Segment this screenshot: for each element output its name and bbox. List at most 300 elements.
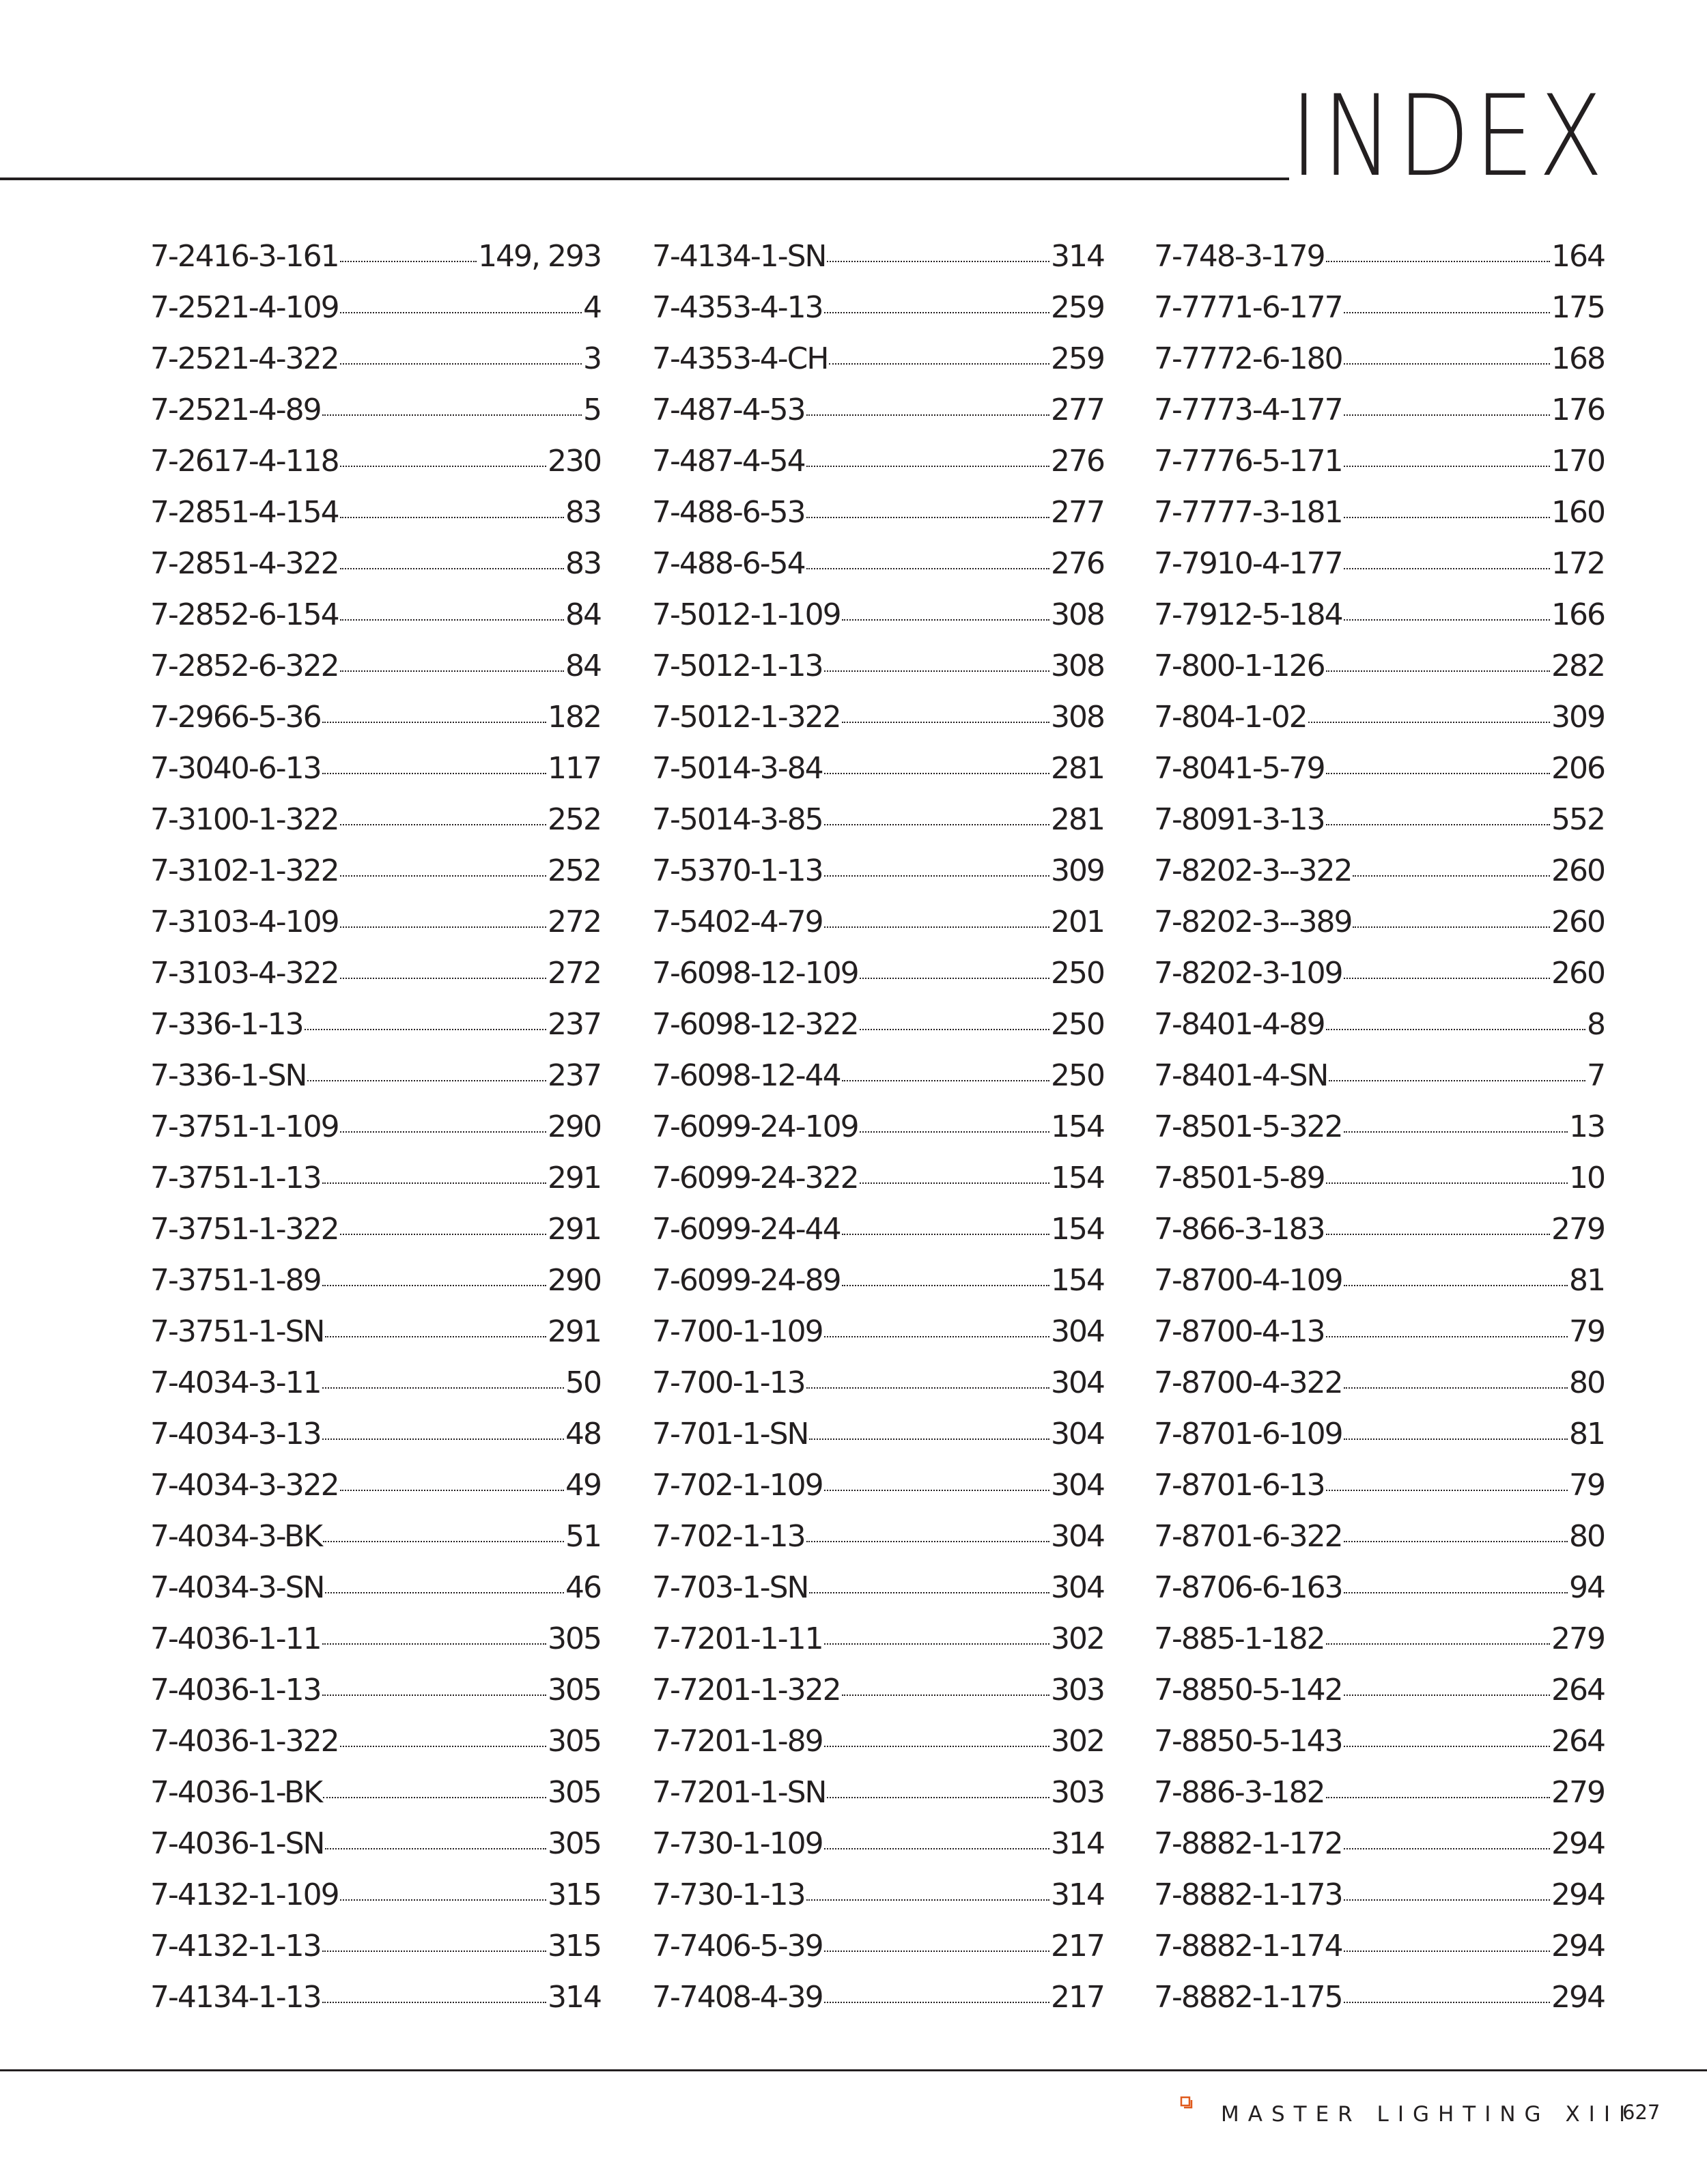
index-entry <box>150 595 601 646</box>
product-code: 7-487-4-53 <box>652 393 805 427</box>
page-reference: 46 <box>565 1570 601 1605</box>
dot-leader <box>842 722 1049 723</box>
index-entry <box>652 390 1104 441</box>
index-entry <box>1154 1107 1605 1158</box>
page-reference: 552 <box>1551 802 1605 837</box>
index-entry <box>652 441 1104 492</box>
dot-leader <box>842 1285 1049 1286</box>
product-code: 7-8882-1-172 <box>1154 1826 1342 1861</box>
index-entry <box>1154 1209 1605 1260</box>
product-code: 7-804-1-02 <box>1154 700 1307 735</box>
index-entry <box>1154 1158 1605 1209</box>
dot-leader <box>824 1336 1049 1337</box>
index-entry <box>150 1772 601 1824</box>
product-code: 7-8700-4-109 <box>1154 1263 1342 1298</box>
index-entry <box>150 1977 601 2028</box>
page-reference: 260 <box>1551 905 1605 939</box>
dot-leader <box>1344 517 1550 518</box>
page-reference: 305 <box>548 1826 601 1861</box>
product-code: 7-4034-3-322 <box>150 1468 339 1503</box>
product-code: 7-8041-5-79 <box>1154 751 1325 786</box>
index-entry <box>1154 1977 1605 2028</box>
page-reference: 252 <box>548 853 601 888</box>
page-reference: 5 <box>583 393 601 427</box>
dot-leader <box>325 1592 564 1593</box>
page-reference: 84 <box>565 649 601 683</box>
page-reference: 305 <box>548 1673 601 1707</box>
page-reference: 314 <box>548 1980 601 2015</box>
product-code: 7-7772-6-180 <box>1154 341 1342 376</box>
index-entry <box>1154 1311 1605 1363</box>
product-code: 7-885-1-182 <box>1154 1621 1325 1656</box>
dot-leader <box>1344 1592 1568 1593</box>
product-code: 7-886-3-182 <box>1154 1775 1325 1810</box>
dot-leader <box>824 312 1049 313</box>
dot-leader <box>824 1643 1049 1645</box>
index-entry <box>1154 1260 1605 1311</box>
dot-leader <box>325 1848 546 1849</box>
page-reference: 260 <box>1551 853 1605 888</box>
dot-leader <box>1344 1746 1550 1747</box>
page-reference: 160 <box>1551 495 1605 530</box>
dot-leader <box>1344 1131 1568 1133</box>
square-bullet-shadow <box>1184 2100 1191 2108</box>
page-reference: 315 <box>548 1929 601 1963</box>
dot-leader <box>809 1438 1049 1440</box>
dot-leader <box>806 414 1049 416</box>
index-entry <box>150 1516 601 1568</box>
index-entry <box>1154 953 1605 1004</box>
page-reference: 304 <box>1051 1570 1104 1605</box>
index-entry <box>150 1926 601 1977</box>
dot-leader <box>322 2002 546 2003</box>
page-reference: 94 <box>1569 1570 1605 1605</box>
page-reference: 305 <box>548 1775 601 1810</box>
page-reference: 154 <box>1051 1109 1104 1144</box>
index-entry <box>150 287 601 339</box>
dot-leader <box>1326 1797 1550 1798</box>
product-code: 7-4036-1-11 <box>150 1621 321 1656</box>
index-entry <box>1154 441 1605 492</box>
dot-leader <box>322 1694 546 1696</box>
dot-leader <box>842 1080 1049 1081</box>
page-reference: 217 <box>1051 1929 1104 1963</box>
page-reference: 80 <box>1569 1365 1605 1400</box>
page-reference: 48 <box>565 1417 601 1451</box>
index-entry <box>150 390 601 441</box>
product-code: 7-2416-3-161 <box>150 239 339 274</box>
page-reference: 250 <box>1051 1058 1104 1093</box>
page-reference: 4 <box>583 290 601 325</box>
dot-leader <box>340 1899 546 1901</box>
index-column-1 <box>150 236 601 2028</box>
product-code: 7-4036-1-SN <box>150 1826 324 1861</box>
index-entry <box>652 1516 1104 1568</box>
product-code: 7-487-4-54 <box>652 444 805 479</box>
product-code: 7-6099-24-109 <box>652 1109 858 1144</box>
page-reference: 276 <box>1051 546 1104 581</box>
index-entry <box>652 851 1104 902</box>
product-code: 7-5012-1-13 <box>652 649 823 683</box>
product-code: 7-2851-4-154 <box>150 495 339 530</box>
page-reference: 8 <box>1587 1007 1605 1042</box>
page-reference: 259 <box>1051 341 1104 376</box>
product-code: 7-5370-1-13 <box>652 853 823 888</box>
product-code: 7-336-1-13 <box>150 1007 303 1042</box>
dot-leader <box>1344 1285 1568 1286</box>
index-entry <box>1154 1004 1605 1055</box>
index-entry <box>150 1568 601 1619</box>
square-bullet-outline <box>1181 2097 1189 2105</box>
footer-rule <box>0 2069 1707 2071</box>
dot-leader <box>860 1131 1049 1133</box>
index-entry <box>652 1004 1104 1055</box>
dot-leader <box>842 1694 1049 1696</box>
product-code: 7-3751-1-13 <box>150 1161 321 1195</box>
page-reference: 304 <box>1051 1365 1104 1400</box>
index-entry <box>652 1721 1104 1772</box>
page-reference: 176 <box>1551 393 1605 427</box>
product-code: 7-3103-4-322 <box>150 956 339 991</box>
index-entry <box>652 1772 1104 1824</box>
dot-leader <box>1344 312 1550 313</box>
page-reference: 281 <box>1051 751 1104 786</box>
page-title: INDEX <box>1290 71 1607 201</box>
index-entry <box>150 1363 601 1414</box>
page-reference: 230 <box>548 444 601 479</box>
page-reference: 315 <box>548 1877 601 1912</box>
dot-leader <box>1344 978 1550 979</box>
product-code: 7-3751-1-109 <box>150 1109 339 1144</box>
index-entry <box>150 1004 601 1055</box>
dot-leader <box>809 1592 1049 1593</box>
product-code: 7-702-1-109 <box>652 1468 823 1503</box>
index-entry <box>150 646 601 697</box>
index-entry <box>150 1465 601 1516</box>
dot-leader <box>1344 2002 1550 2003</box>
product-code: 7-4034-3-11 <box>150 1365 321 1400</box>
product-code: 7-6099-24-322 <box>652 1161 858 1195</box>
product-code: 7-5012-1-322 <box>652 700 841 735</box>
page-reference: 291 <box>548 1161 601 1195</box>
page-reference: 252 <box>548 802 601 837</box>
product-code: 7-7910-4-177 <box>1154 546 1342 581</box>
product-code: 7-8882-1-173 <box>1154 1877 1342 1912</box>
dot-leader <box>1344 1541 1568 1542</box>
dot-leader <box>340 824 546 825</box>
page-reference: 303 <box>1051 1775 1104 1810</box>
page-reference: 277 <box>1051 495 1104 530</box>
dot-leader <box>1353 926 1550 928</box>
index-entry <box>652 1414 1104 1465</box>
product-code: 7-7776-5-171 <box>1154 444 1342 479</box>
index-entry <box>652 1363 1104 1414</box>
product-code: 7-8501-5-322 <box>1154 1109 1342 1144</box>
page-reference: 304 <box>1051 1314 1104 1349</box>
page-reference: 294 <box>1551 1826 1605 1861</box>
index-entry <box>1154 492 1605 543</box>
page-reference: 79 <box>1569 1468 1605 1503</box>
index-entry <box>150 1875 601 1926</box>
page-reference: 309 <box>1551 700 1605 735</box>
product-code: 7-2617-4-118 <box>150 444 339 479</box>
product-code: 7-8401-4-89 <box>1154 1007 1325 1042</box>
product-code: 7-8091-3-13 <box>1154 802 1325 837</box>
dot-leader <box>307 1080 546 1081</box>
dot-leader <box>1326 824 1550 825</box>
product-code: 7-5012-1-109 <box>652 597 841 632</box>
page-reference: 305 <box>548 1724 601 1759</box>
dot-leader <box>1344 466 1550 467</box>
page-reference: 279 <box>1551 1212 1605 1247</box>
dot-leader <box>1329 1080 1585 1081</box>
product-code: 7-8701-6-322 <box>1154 1519 1342 1554</box>
product-code: 7-7777-3-181 <box>1154 495 1342 530</box>
product-code: 7-2851-4-322 <box>150 546 339 581</box>
product-code: 7-3103-4-109 <box>150 905 339 939</box>
index-entry <box>1154 1619 1605 1670</box>
product-code: 7-488-6-53 <box>652 495 805 530</box>
product-code: 7-8700-4-13 <box>1154 1314 1325 1349</box>
page-reference: 303 <box>1051 1673 1104 1707</box>
index-entry <box>652 953 1104 1004</box>
index-entry <box>1154 1772 1605 1824</box>
product-code: 7-3102-1-322 <box>150 853 339 888</box>
dot-leader <box>340 363 582 365</box>
dot-leader <box>1326 1336 1568 1337</box>
page-reference: 308 <box>1051 597 1104 632</box>
dot-leader <box>1344 1848 1550 1849</box>
dot-leader <box>860 1182 1049 1184</box>
index-entry <box>652 236 1104 287</box>
dot-leader <box>824 824 1049 825</box>
dot-leader <box>340 568 564 569</box>
index-entry <box>150 1209 601 1260</box>
index-entry <box>150 1311 601 1363</box>
product-code: 7-8202-3-109 <box>1154 956 1342 991</box>
index-entry <box>1154 236 1605 287</box>
product-code: 7-703-1-SN <box>652 1570 808 1605</box>
product-code: 7-7201-1-89 <box>652 1724 823 1759</box>
product-code: 7-4036-1-BK <box>150 1775 322 1810</box>
product-code: 7-4034-3-13 <box>150 1417 321 1451</box>
product-code: 7-8501-5-89 <box>1154 1161 1325 1195</box>
page-reference: 83 <box>565 495 601 530</box>
index-entry <box>652 1568 1104 1619</box>
dot-leader <box>323 1797 546 1798</box>
index-entry <box>150 1107 601 1158</box>
product-code: 7-700-1-109 <box>652 1314 823 1349</box>
index-entry <box>652 799 1104 851</box>
dot-leader <box>340 619 564 621</box>
index-entry <box>652 1311 1104 1363</box>
product-code: 7-8202-3--322 <box>1154 853 1352 888</box>
index-entry <box>652 287 1104 339</box>
index-column-3 <box>1154 236 1605 2028</box>
product-code: 7-5014-3-84 <box>652 751 823 786</box>
dot-leader <box>322 414 582 416</box>
page-reference: 168 <box>1551 341 1605 376</box>
index-entry <box>1154 339 1605 390</box>
dot-leader <box>824 875 1049 877</box>
index-entry <box>652 1209 1104 1260</box>
page-reference: 80 <box>1569 1519 1605 1554</box>
dot-leader <box>806 1541 1049 1542</box>
index-entry <box>1154 1055 1605 1107</box>
index-entry <box>652 697 1104 748</box>
dot-leader <box>1326 1643 1550 1645</box>
product-code: 7-800-1-126 <box>1154 649 1325 683</box>
dot-leader <box>322 1182 546 1184</box>
dot-leader <box>806 466 1049 467</box>
index-entry <box>150 1260 601 1311</box>
dot-leader <box>340 1746 546 1747</box>
page-reference: 308 <box>1051 649 1104 683</box>
product-code: 7-6098-12-44 <box>652 1058 841 1093</box>
index-entry <box>150 1721 601 1772</box>
product-code: 7-3100-1-322 <box>150 802 339 837</box>
page-reference: 13 <box>1569 1109 1605 1144</box>
index-entry <box>652 1619 1104 1670</box>
dot-leader <box>322 1387 564 1389</box>
index-entry <box>1154 851 1605 902</box>
page-reference: 302 <box>1051 1621 1104 1656</box>
product-code: 7-8882-1-174 <box>1154 1929 1342 1963</box>
dot-leader <box>1344 1951 1550 1952</box>
dot-leader <box>829 363 1049 365</box>
dot-leader <box>340 1131 546 1133</box>
dot-leader <box>1326 773 1550 774</box>
product-code: 7-8701-6-13 <box>1154 1468 1325 1503</box>
index-entry <box>652 1260 1104 1311</box>
product-code: 7-6099-24-89 <box>652 1263 841 1298</box>
index-entry <box>1154 1926 1605 1977</box>
page-reference: 291 <box>548 1314 601 1349</box>
index-entry <box>652 595 1104 646</box>
product-code: 7-7912-5-184 <box>1154 597 1342 632</box>
product-code: 7-336-1-SN <box>150 1058 307 1093</box>
dot-leader <box>824 670 1049 672</box>
product-code: 7-2966-5-36 <box>150 700 321 735</box>
page-reference: 294 <box>1551 1877 1605 1912</box>
page-reference: 10 <box>1569 1161 1605 1195</box>
index-entry <box>150 799 601 851</box>
page-reference: 294 <box>1551 1929 1605 1963</box>
page-reference: 290 <box>548 1263 601 1298</box>
index-entry <box>1154 799 1605 851</box>
dot-leader <box>322 1438 564 1440</box>
dot-leader <box>1344 363 1550 365</box>
index-entry <box>652 748 1104 799</box>
dot-leader <box>842 619 1049 621</box>
index-entry <box>1154 697 1605 748</box>
dot-leader <box>806 517 1049 518</box>
product-code: 7-7406-5-39 <box>652 1929 823 1963</box>
index-entry <box>652 646 1104 697</box>
page-reference: 282 <box>1551 649 1605 683</box>
product-code: 7-3751-1-SN <box>150 1314 324 1349</box>
dot-leader <box>1308 722 1550 723</box>
page-reference: 314 <box>1051 239 1104 274</box>
dot-leader <box>340 466 546 467</box>
product-code: 7-6098-12-322 <box>652 1007 858 1042</box>
page-reference: 281 <box>1051 802 1104 837</box>
index-entry <box>1154 287 1605 339</box>
dot-leader <box>827 1797 1049 1798</box>
product-code: 7-7771-6-177 <box>1154 290 1342 325</box>
page-reference: 237 <box>548 1058 601 1093</box>
index-entry <box>652 1158 1104 1209</box>
product-code: 7-8202-3--389 <box>1154 905 1352 939</box>
dot-leader <box>322 773 546 774</box>
dot-leader <box>824 926 1049 928</box>
index-entry <box>1154 1721 1605 1772</box>
product-code: 7-701-1-SN <box>652 1417 808 1451</box>
dot-leader <box>340 1234 546 1235</box>
square-bullet-icon <box>1180 2096 1194 2110</box>
dot-leader <box>340 926 546 928</box>
product-code: 7-4134-1-SN <box>652 239 826 274</box>
page-reference: 290 <box>548 1109 601 1144</box>
dot-leader <box>340 517 564 518</box>
dot-leader <box>340 1490 564 1491</box>
index-entry <box>652 339 1104 390</box>
index-entry <box>1154 595 1605 646</box>
page-reference: 79 <box>1569 1314 1605 1349</box>
page-reference: 260 <box>1551 956 1605 991</box>
page-reference: 259 <box>1051 290 1104 325</box>
page-reference: 304 <box>1051 1519 1104 1554</box>
page-reference: 149, 293 <box>478 239 601 274</box>
dot-leader <box>1326 261 1550 262</box>
dot-leader <box>323 1541 564 1542</box>
product-code: 7-2521-4-89 <box>150 393 321 427</box>
page-reference: 117 <box>548 751 601 786</box>
page-reference: 175 <box>1551 290 1605 325</box>
page-reference: 264 <box>1551 1724 1605 1759</box>
page-reference: 81 <box>1569 1417 1605 1451</box>
page-reference: 294 <box>1551 1980 1605 2015</box>
dot-leader <box>340 978 546 979</box>
index-entry <box>1154 1875 1605 1926</box>
page-number: 627 <box>1622 2101 1661 2124</box>
index-entry <box>150 1619 601 1670</box>
product-code: 7-8701-6-109 <box>1154 1417 1342 1451</box>
product-code: 7-866-3-183 <box>1154 1212 1325 1247</box>
dot-leader <box>1344 568 1550 569</box>
page-reference: 50 <box>565 1365 601 1400</box>
index-entry <box>1154 1414 1605 1465</box>
page-reference: 83 <box>565 546 601 581</box>
product-code: 7-6098-12-109 <box>652 956 858 991</box>
page-reference: 304 <box>1051 1417 1104 1451</box>
product-code: 7-3751-1-89 <box>150 1263 321 1298</box>
product-code: 7-702-1-13 <box>652 1519 805 1554</box>
index-entry <box>150 543 601 595</box>
product-code: 7-7773-4-177 <box>1154 393 1342 427</box>
dot-leader <box>322 1285 546 1286</box>
product-code: 7-8700-4-322 <box>1154 1365 1342 1400</box>
product-code: 7-3040-6-13 <box>150 751 321 786</box>
product-code: 7-2852-6-154 <box>150 597 339 632</box>
index-entry <box>652 1977 1104 2028</box>
product-code: 7-730-1-13 <box>652 1877 805 1912</box>
dot-leader <box>322 722 546 723</box>
index-entry <box>1154 1363 1605 1414</box>
dot-leader <box>1344 1387 1568 1389</box>
product-code: 7-4036-1-322 <box>150 1724 339 1759</box>
page-reference: 277 <box>1051 393 1104 427</box>
